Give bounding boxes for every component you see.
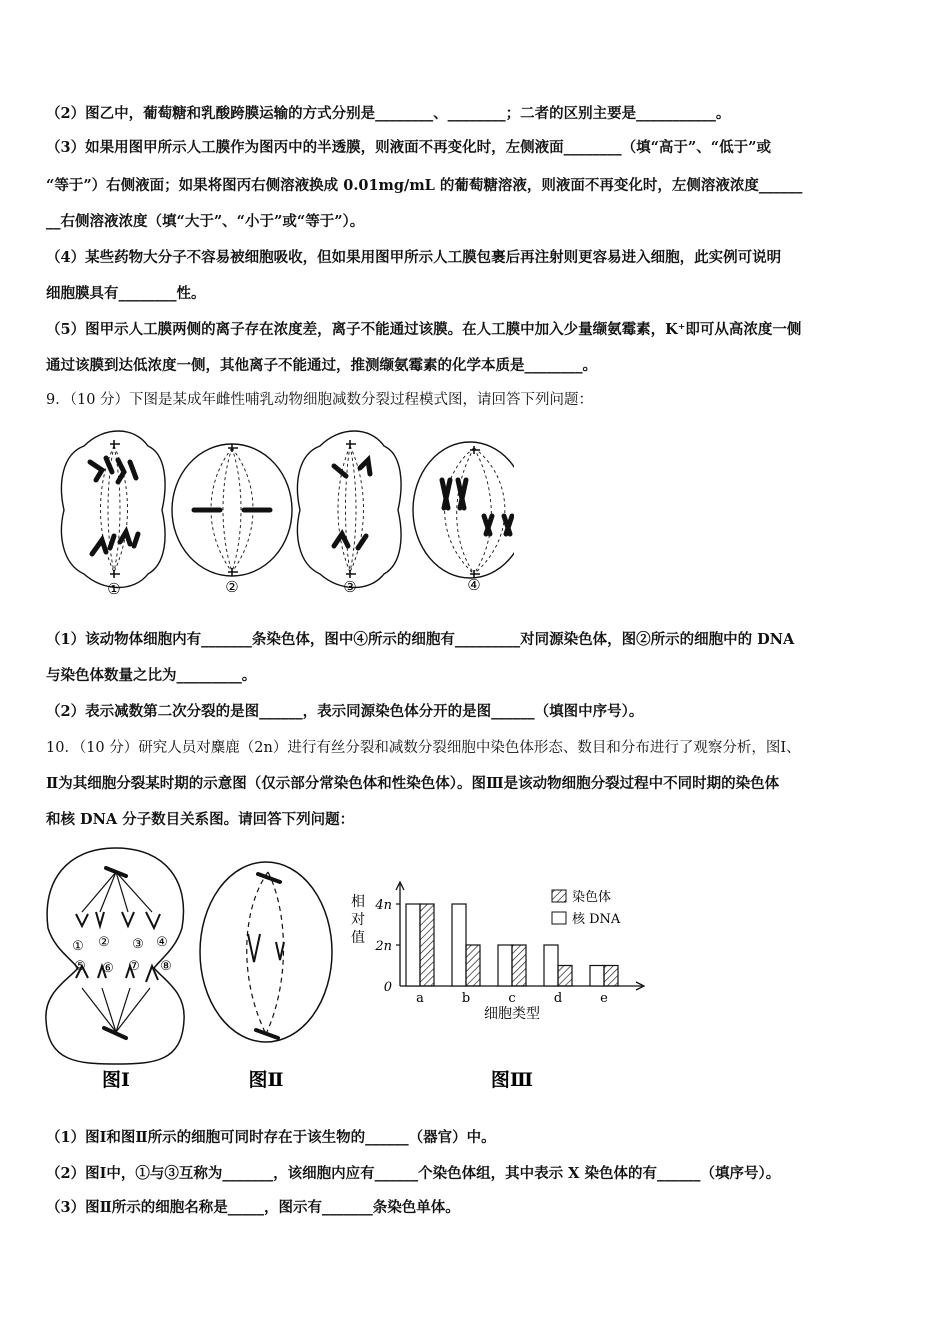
bar-chromosome-a xyxy=(420,904,434,986)
chromo-num-3: ③ xyxy=(132,937,144,952)
x-tick-label: d xyxy=(553,991,563,1006)
legend-swatch-dna xyxy=(552,912,566,924)
text-line: （1）该动物体细胞内有_______条染色体，图中④所示的细胞有_________对同源染色体，图②所示的细胞中的 DNA xyxy=(46,631,795,648)
x-tick-label: a xyxy=(416,991,424,1006)
figure-3-chart xyxy=(346,872,656,1094)
y-tick-label: 2n xyxy=(375,939,392,954)
text-line: 和核 DNA 分子数目关系图。请回答下列问题： xyxy=(46,811,355,828)
text-line: （3）图Ⅱ所示的细胞名称是_____，图示有_______条染色单体。 xyxy=(46,1199,460,1216)
cell-3-outline xyxy=(297,431,401,588)
text-line: （5）图甲示人工膜两侧的离子存在浓度差，离子不能通过该膜。在人工膜中加入少量缬氨霉素，K⁺即可从高浓度一侧 xyxy=(46,321,802,338)
chromo-num-5: ⑤ xyxy=(74,959,86,974)
chromo-num-1: ① xyxy=(72,939,84,954)
cell-2-outline xyxy=(172,444,292,576)
cell-label-2: ② xyxy=(225,578,239,596)
bar-chromosome-c xyxy=(512,945,526,986)
y-label-2: 对 xyxy=(351,912,365,928)
meiosis-cells-figure xyxy=(44,424,514,600)
text-line: “等于”）右侧液面；如果将图丙右侧溶液换成 0.01mg/mL 的葡萄糖溶液，则液面不再变化时，左侧溶液浓度______ xyxy=(46,177,803,194)
chromo-num-2: ② xyxy=(98,935,110,950)
bar-dna-a xyxy=(406,904,420,986)
figure-1-label: 图Ⅰ xyxy=(102,1069,130,1091)
chromo-num-6: ⑥ xyxy=(102,961,114,976)
text-line: （1）图Ⅰ和图Ⅱ所示的细胞可同时存在于该生物的______（器官）中。 xyxy=(46,1129,496,1146)
text-line: （2）图乙中，葡萄糖和乳酸跨膜运输的方式分别是________、________；二者的区别主要是___________。 xyxy=(46,105,731,122)
text-line: （4）某些药物大分子不容易被细胞吸收，但如果用图甲所示人工膜包裹后再注射则更容易进入细胞，此实例可说明 xyxy=(46,249,782,266)
bar-dna-d xyxy=(544,945,558,986)
question-10-title: 10．（10 分）研究人员对麋鹿（2n）进行有丝分裂和减数分裂细胞中染色体形态、数目和分布进行了观察分析，图Ⅰ、 xyxy=(46,740,801,756)
text-line: 细胞膜具有________性。 xyxy=(46,285,206,302)
bar-chromosome-e xyxy=(604,966,618,987)
text-line: Ⅱ为其细胞分裂某时期的示意图（仅示部分常染色体和性染色体）。图Ⅲ是该动物细胞分裂过程中不同时期的染色体 xyxy=(46,775,780,792)
question-9-title: 9．（10 分）下图是某成年雌性哺乳动物细胞减数分裂过程模式图，请回答下列问题： xyxy=(46,392,594,408)
bar-dna-c xyxy=(498,945,512,986)
text-line: 与染色体数量之比为_________。 xyxy=(46,667,257,684)
bar-chromosome-b xyxy=(466,945,480,986)
text-line: （3）如果用图甲所示人工膜作为图丙中的半透膜，则液面不再变化时，左侧液面________（填“高于”、“低于”或 xyxy=(46,139,771,156)
legend-swatch-chromosome xyxy=(552,890,566,902)
y-label-3: 值 xyxy=(351,930,365,946)
chromo-num-4: ④ xyxy=(156,935,168,950)
chromo-num-8: ⑧ xyxy=(160,959,172,974)
text-line: 通过该膜到达低浓度一侧，其他离子不能通过，推测缬氨霉素的化学本质是________。 xyxy=(46,357,597,374)
text-line: （2）表示减数第二次分裂的是图______，表示同源染色体分开的是图______（填图中序号）。 xyxy=(46,703,644,720)
bar-chromosome-d xyxy=(558,966,572,987)
x-axis-label: 细胞类型 xyxy=(484,1006,540,1022)
legend-chromosome: 染色体 xyxy=(572,890,612,905)
figure-1-cell xyxy=(42,842,190,1092)
bar-dna-b xyxy=(452,904,466,986)
x-tick-label: c xyxy=(508,991,516,1006)
cell-1-outline xyxy=(61,431,165,588)
legend-dna: 核 DNA xyxy=(572,912,621,927)
figure-2-outline xyxy=(200,862,332,1042)
figure-3-label: 图Ⅲ xyxy=(490,1069,534,1091)
figure-2-cell xyxy=(192,842,338,1092)
chromo-num-7: ⑦ xyxy=(128,959,140,974)
text-line: （2）图Ⅰ中，①与③互称为_______，该细胞内应有______个染色体组，其中表示 X 染色体的有______（填序号）。 xyxy=(46,1165,781,1182)
y-label-1: 相 xyxy=(351,894,365,910)
x-tick-label: b xyxy=(461,991,471,1006)
x-tick-label: e xyxy=(600,991,608,1006)
figure-2-label: 图Ⅱ xyxy=(248,1069,284,1091)
cell-label-1: ① xyxy=(107,580,121,598)
cell-label-4: ④ xyxy=(467,576,481,594)
text-line: __右侧溶液浓度（填“大于”、“小于”或“等于”）。 xyxy=(46,213,365,230)
bar-dna-e xyxy=(590,966,604,987)
y-tick-label: 0 xyxy=(383,980,392,995)
cell-label-3: ③ xyxy=(343,578,357,596)
y-tick-label: 4n xyxy=(375,898,392,913)
